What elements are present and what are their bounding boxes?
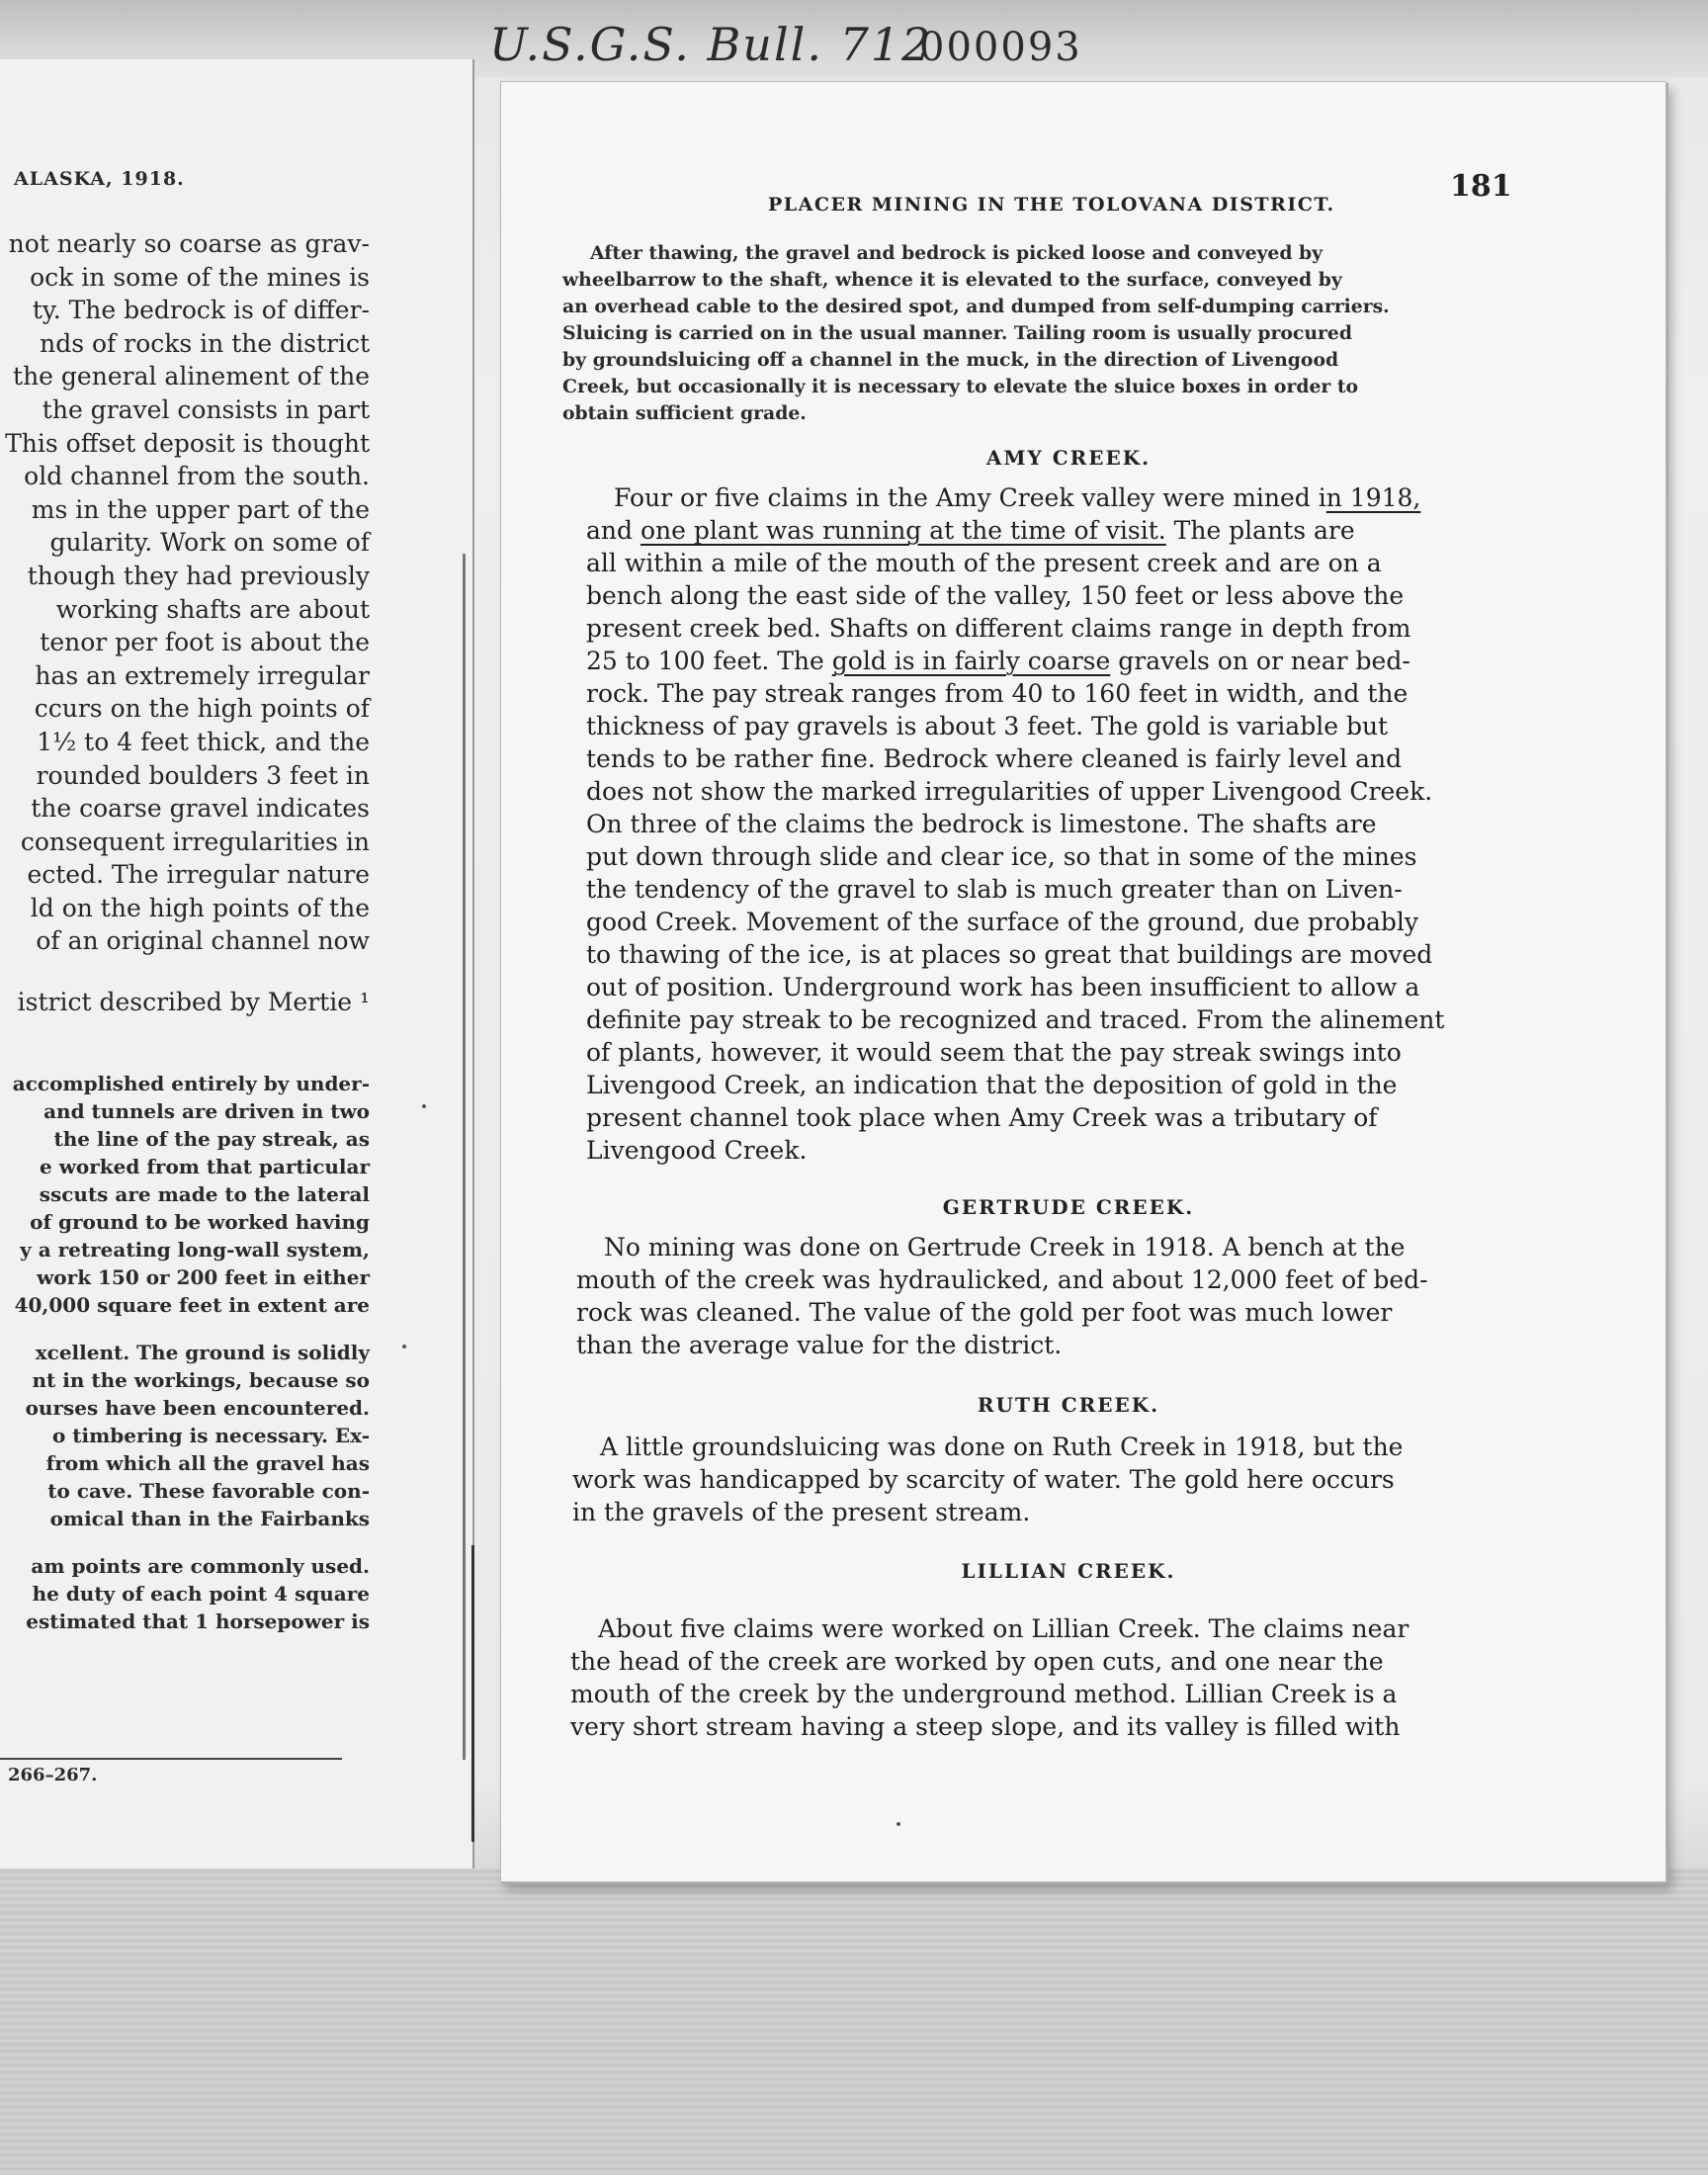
left-small-line: y a retreating long-wall system,: [20, 1238, 370, 1262]
left-line: of an original channel now: [36, 926, 370, 956]
intro-line: Sluicing is carried on in the usual manner. Tailing room is usually procured: [562, 322, 1352, 344]
left-line: the gravel consists in part: [42, 394, 370, 424]
section-heading-ruth-creek: RUTH CREEK.: [977, 1393, 1160, 1417]
left-small-line: sscuts are made to the lateral: [39, 1182, 370, 1206]
amy-line: rock. The pay streak ranges from 40 to 160 feet in width, and the: [586, 679, 1409, 708]
underlined-1918: n 1918,: [1325, 483, 1421, 512]
scan-speck: [422, 1104, 426, 1108]
amy-line: to thawing of the ice, is at places so great that buildings are moved: [586, 940, 1433, 969]
left-small-text: [13, 1070, 370, 1635]
amy-line: 25 to 100 feet. The gold is in fairly coarse gravels on or near bed-: [586, 647, 1410, 675]
left-line: not nearly so coarse as grav-: [8, 229, 370, 258]
amy-line: bench along the east side of the valley, 150 feet or less above the: [586, 581, 1405, 610]
handwritten-note: U.S.G.S. Bull. 712 000093: [489, 18, 1082, 71]
left-line-mertie: istrict described by Mertie ¹: [17, 988, 370, 1017]
left-small-line: accomplished entirely by under-: [12, 1072, 370, 1095]
ruth-line: A little groundsluicing was done on Ruth Creek in 1918, but the: [600, 1433, 1404, 1461]
left-small-line: am points are commonly used.: [31, 1554, 370, 1578]
lillian-line: mouth of the creek by the underground method. Lillian Creek is a: [570, 1680, 1398, 1708]
ruth-line: in the gravels of the present stream.: [572, 1498, 1031, 1526]
left-body-text: [5, 227, 370, 1019]
left-small-line: the line of the pay streak, as: [53, 1127, 370, 1151]
left-small-line: of ground to be worked having: [30, 1210, 370, 1234]
right-page: [500, 81, 1666, 1882]
left-line: ld on the high points of the: [30, 893, 370, 922]
lillian-line: About five claims were worked on Lillian Creek. The claims near: [598, 1614, 1409, 1643]
left-line: 1½ to 4 feet thick, and the: [37, 727, 370, 756]
section-heading-gertrude-creek: GERTRUDE CREEK.: [942, 1195, 1195, 1219]
left-line: the general alinement of the: [13, 362, 370, 392]
left-line: ms in the upper part of the: [31, 494, 370, 524]
left-small-line: nt in the workings, because so: [32, 1368, 370, 1392]
margin-mark: [471, 1545, 474, 1842]
amy-line: present channel took place when Amy Creek was a tributary of: [586, 1103, 1378, 1132]
page-number: 181: [1450, 169, 1512, 204]
left-small-line: 40,000 square feet in extent are: [14, 1293, 370, 1317]
gertrude-line: mouth of the creek was hydraulicked, and about 12,000 feet of bed-: [576, 1265, 1428, 1294]
scan-bottom-band: [0, 1869, 1708, 2175]
amy-line: good Creek. Movement of the surface of the ground, due probably: [586, 908, 1418, 936]
amy-line: all within a mile of the mouth of the present creek and are on a: [586, 549, 1382, 577]
left-line: This offset deposit is thought: [5, 428, 370, 458]
page-gutter-line: [463, 554, 466, 1760]
left-line: ock in some of the mines is: [30, 262, 370, 292]
left-line: tenor per foot is about the: [40, 628, 370, 657]
footnote-rule: [0, 1758, 342, 1760]
amy-line: definite pay streak to be recognized and traced. From the alinement: [586, 1005, 1445, 1034]
underlined-plant-running: one plant was running at the time of visit.: [640, 516, 1166, 545]
left-line: ty. The bedrock is of differ-: [32, 296, 370, 325]
ruth-creek-paragraph: [572, 1431, 1561, 1528]
left-line: old channel from the south.: [24, 462, 370, 491]
left-line: has an extremely irregular: [35, 660, 370, 690]
left-small-line: xcellent. The ground is solidly: [35, 1341, 370, 1364]
gertrude-line: rock was cleaned. The value of the gold per foot was much lower: [576, 1298, 1393, 1327]
lillian-line: very short stream having a steep slope, and its valley is filled with: [570, 1712, 1401, 1741]
section-heading-lillian-creek: LILLIAN CREEK.: [961, 1559, 1176, 1583]
left-small-line: e worked from that particular: [40, 1155, 370, 1178]
intro-line: an overhead cable to the desired spot, and dumped from self-dumping carriers.: [562, 296, 1390, 317]
left-line: ected. The irregular nature: [27, 860, 370, 890]
left-small-line: he duty of each point 4 square: [32, 1582, 370, 1606]
left-line: ccurs on the high points of: [34, 694, 370, 724]
amy-line: the tendency of the gravel to slab is much greater than on Liven-: [586, 875, 1403, 904]
stamp-number: 000093: [919, 25, 1082, 70]
amy-line: of plants, however, it would seem that the pay streak swings into: [586, 1038, 1402, 1067]
left-line: nds of rocks in the district: [40, 328, 370, 358]
section-heading-amy-creek: AMY CREEK.: [985, 446, 1152, 470]
gertrude-line: No mining was done on Gertrude Creek in 1918. A bench at the: [604, 1233, 1406, 1262]
lillian-line: the head of the creek are worked by open cuts, and one near the: [570, 1647, 1384, 1676]
intro-line: wheelbarrow to the shaft, whence it is elevated to the surface, conveyed by: [562, 269, 1342, 291]
intro-line: obtain sufficient grade.: [562, 402, 807, 424]
amy-line: Livengood Creek, an indication that the deposition of gold in the: [586, 1071, 1398, 1099]
scan-speck: [402, 1345, 406, 1348]
running-head-title: PLACER MINING IN THE TOLOVANA DISTRICT.: [768, 194, 1335, 216]
left-footnote: 266–267.: [8, 1765, 98, 1785]
intro-line: by groundsluicing off a channel in the muck, in the direction of Livengood: [562, 349, 1339, 371]
left-line: rounded boulders 3 feet in: [36, 760, 370, 790]
amy-line: out of position. Underground work has been insufficient to allow a: [586, 973, 1420, 1001]
amy-line: Four or five claims in the Amy Creek valley were mined in 1918,: [614, 483, 1421, 512]
left-small-line: ourses have been encountered.: [25, 1396, 370, 1420]
amy-creek-paragraph: [586, 481, 1575, 1167]
amy-line: does not show the marked irregularities of upper Livengood Creek.: [586, 777, 1433, 806]
left-small-line: and tunnels are driven in two: [43, 1099, 370, 1123]
lillian-creek-paragraph: [570, 1612, 1559, 1743]
left-line: the coarse gravel indicates: [31, 794, 370, 824]
intro-line: Creek, but occasionally it is necessary to elevate the sluice boxes in order to: [562, 376, 1359, 397]
ruth-line: work was handicapped by scarcity of water. The gold here occurs: [572, 1465, 1395, 1494]
underlined-gold-coarse: gold is in fairly coarse: [831, 647, 1111, 675]
amy-line: On three of the claims the bedrock is limestone. The shafts are: [586, 810, 1377, 838]
amy-line: tends to be rather fine. Bedrock where cleaned is fairly level and: [586, 744, 1403, 773]
left-page: [0, 59, 474, 1869]
amy-line: and one plant was running at the time of visit. The plants are: [586, 516, 1355, 545]
amy-line: put down through slide and clear ice, so that in some of the mines: [586, 842, 1417, 871]
gertrude-line: than the average value for the district.: [576, 1331, 1063, 1359]
amy-line: present creek bed. Shafts on different claims range in depth from: [586, 614, 1411, 643]
intro-line: After thawing, the gravel and bedrock is picked loose and conveyed by: [590, 242, 1324, 264]
left-small-line: to cave. These favorable con-: [47, 1479, 370, 1503]
left-line: gularity. Work on some of: [49, 528, 370, 558]
amy-line: Livengood Creek.: [586, 1136, 808, 1165]
left-line: consequent irregularities in: [20, 826, 370, 856]
intro-paragraph: [562, 240, 1580, 427]
amy-line: thickness of pay gravels is about 3 feet. The gold is variable but: [586, 712, 1389, 740]
left-running-head: ALASKA, 1918.: [14, 168, 185, 190]
left-line: working shafts are about: [55, 594, 370, 624]
left-small-line: omical than in the Fairbanks: [49, 1507, 370, 1530]
scan-speck: [897, 1822, 900, 1826]
left-small-line: o timbering is necessary. Ex-: [51, 1424, 370, 1447]
left-small-line: from which all the gravel has: [45, 1451, 370, 1475]
left-small-line: work 150 or 200 feet in either: [37, 1265, 370, 1289]
left-line: though they had previously: [27, 561, 370, 590]
gertrude-creek-paragraph: [576, 1231, 1565, 1361]
left-small-line: estimated that 1 horsepower is: [26, 1610, 370, 1633]
